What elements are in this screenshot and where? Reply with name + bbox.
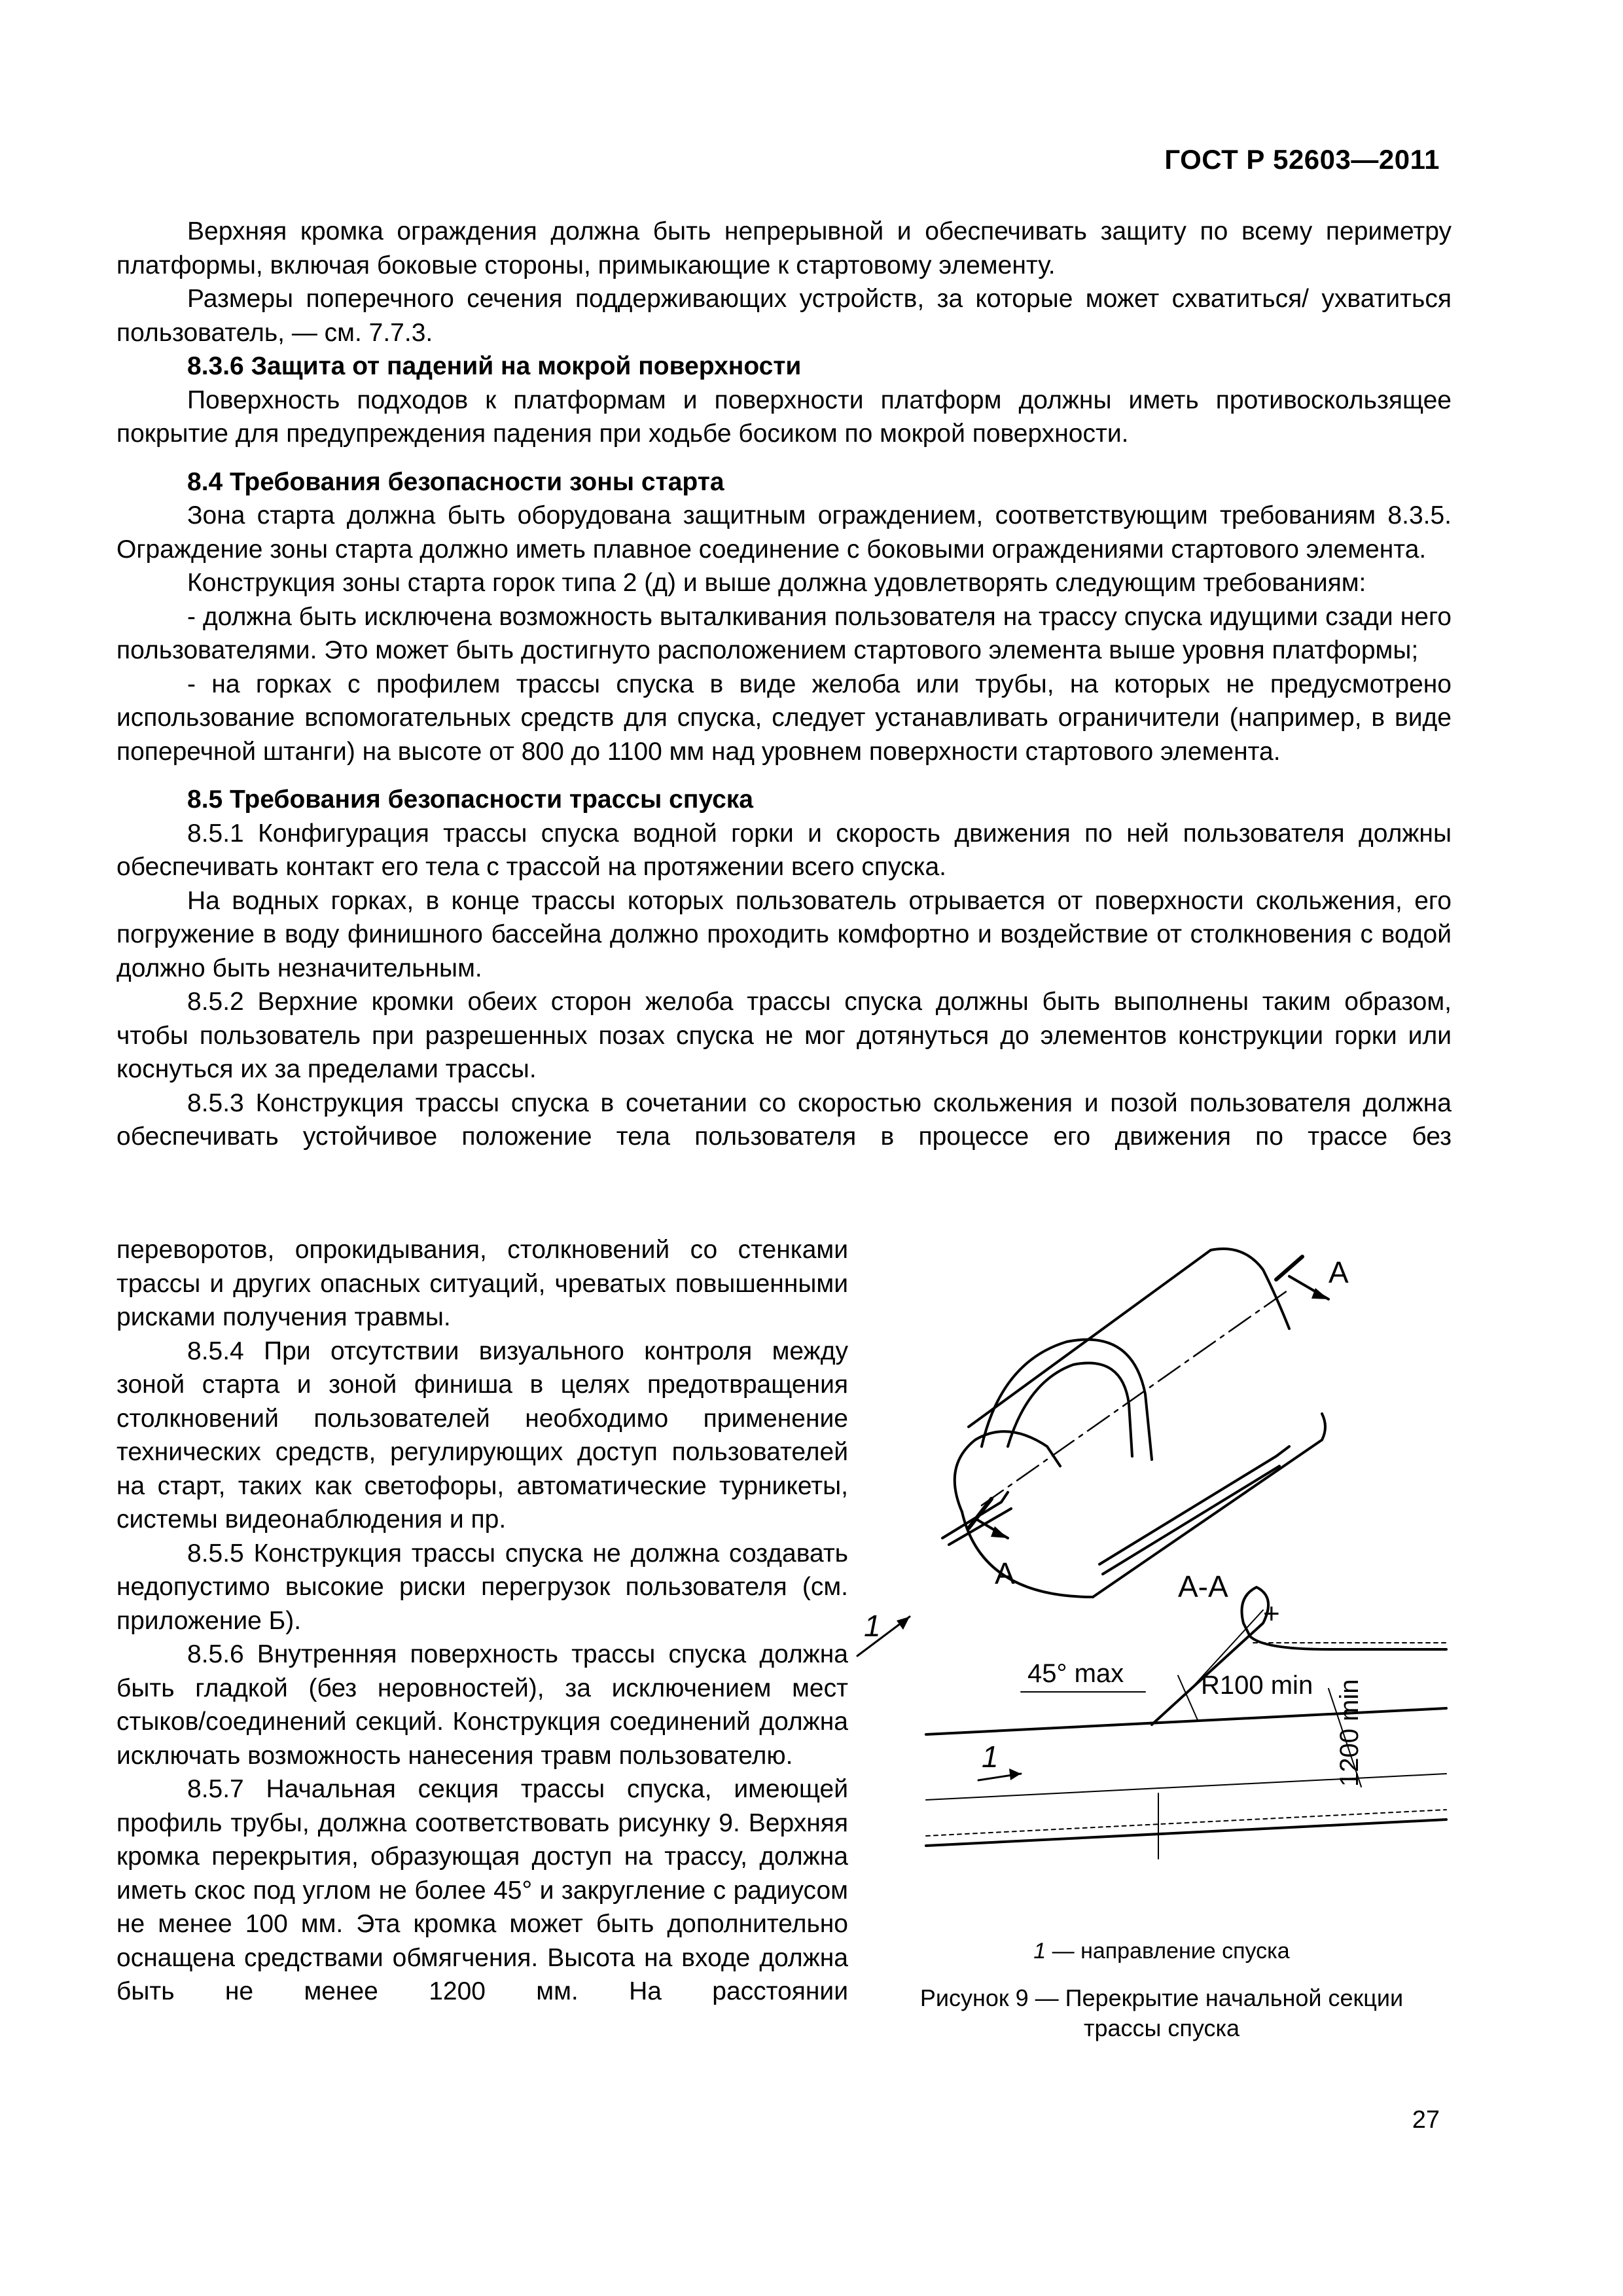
- section-heading-8-5: 8.5 Требования безопасности трассы спуска: [187, 785, 753, 814]
- figure-9-drawing: [864, 1230, 1453, 1937]
- main-text-left-column: [116, 1233, 848, 2009]
- document-header: ГОСТ Р 52603—2011: [1164, 144, 1440, 175]
- section-heading-8-4: 8.4 Требования безопасности зоны старта: [187, 467, 724, 496]
- label-height: 1200 min: [1335, 1679, 1364, 1787]
- direction-arrowhead-left: [897, 1617, 910, 1630]
- figure-caption-line-1: Рисунок 9 — Перекрытие начальной секции: [919, 1984, 1404, 2011]
- label-section-a-bottom: А: [995, 1556, 1015, 1590]
- paragraph: 8.5.7 Начальная секция трассы спуска, имеющей профиль трубы, должна соответствовать рисунку 9. Верхняя кромка перекрытия, образующая доступ на трассу, должна иметь скос под углом не более 45° и закругление с радиусом не менее 100 мм. Эта кромка может быть дополнительно оснащена средствами обмягчения. Высота на входе должна быть не менее 1200 мм. На расстоянии: [116, 1775, 848, 2005]
- figure-9: [864, 1230, 1453, 2219]
- legend-text: — направление спуска: [1046, 1939, 1290, 1964]
- figure-legend: [870, 1939, 1453, 1964]
- legend-number: 1: [1033, 1939, 1046, 1964]
- label-direction-1-left: 1: [864, 1609, 881, 1643]
- figure-caption: [870, 1983, 1453, 2043]
- paragraph: 8.5.2 Верхние кромки обеих сторон желоба трассы спуска должны быть выполнены таким образом, чтобы пользователь при разрешенных позах спуска не мог дотянуться до элементов конструкции горки или коснуться их за пределами трассы.: [116, 988, 1452, 1083]
- overlap-plane-top: [926, 1708, 1446, 1734]
- list-item: - на горках с профилем трассы спуска в виде желоба или трубы, на которых не предусмотрено использование вспомогательных средств для спуска, следует устанавливать ограничители (например, в виде поперечной штанги) на высоте от 800 до 1100 мм над уровнем поверхности стартового элемента.: [116, 670, 1452, 766]
- paragraph: Конструкция зоны старта горок типа 2 (д) и выше должна удовлетворять следующим требованиям:: [187, 569, 1366, 597]
- flange-right: [1099, 1446, 1289, 1564]
- label-direction-1-inner: 1: [982, 1740, 999, 1774]
- paragraph: На водных горках, в конце трассы которых пользователь отрывается от поверхности скольжения, его погружение в воду финишного бассейна должно проходить комфортно и воздействие от столкновения с водой должно быть незначительным.: [116, 886, 1452, 982]
- section-mark-bottom: [969, 1499, 991, 1528]
- paragraph: 8.5.5 Конструкция трассы спуска не должна создавать недопустимо высокие риски перегрузок пользователя (см. приложение Б).: [116, 1539, 848, 1635]
- paragraph: 8.5.6 Внутренняя поверхность трассы спуска должна быть гладкой (без неровностей), за исключением мест стыков/соединений секций. Конструкция соединений должна исключать возможность нанесения травм пользователю.: [116, 1640, 848, 1770]
- direction-arrowhead-inner: [1009, 1768, 1021, 1780]
- label-angle: 45° max: [1027, 1659, 1124, 1688]
- flange-right-lower: [1103, 1466, 1279, 1574]
- label-plus: +: [1263, 1598, 1280, 1630]
- paragraph: Верхняя кромка ограждения должна быть непрерывной и обеспечивать защиту по всему периметру платформы, включая боковые стороны, примыкающие к стартовому элементу.: [116, 217, 1452, 279]
- overlap-edge-profile: [1152, 1587, 1446, 1725]
- label-section-aa: А-А: [1178, 1570, 1228, 1604]
- overlap-arch-inner: [1008, 1363, 1132, 1457]
- page-number: 27: [1412, 2106, 1440, 2134]
- paragraph: 8.5.3 Конструкция трассы спуска в сочетании со скоростью скольжения и позой пользователя должна обеспечивать устойчивое положение тела пользователя в процессе его движения по трассе без: [116, 1088, 1452, 1151]
- paragraph: 8.5.4 При отсутствии визуального контроля между зоной старта и зоной финиша в целях предотвращения столкновений пользователей необходимо применение технических средств, регулирующих доступ пользователей на старт, таких как светофоры, автоматические турникеты, системы видеонаблюдения и пр.: [116, 1336, 848, 1534]
- list-item: - должна быть исключена возможность выталкивания пользователя на трассу спуска идущими сзади него пользователями. Это может быть достигнуто расположением стартового элемента выше уровня платформы;: [116, 602, 1452, 664]
- label-radius: R100 min: [1201, 1671, 1313, 1700]
- figure-caption-line-2: трассы спуска: [1083, 2015, 1240, 2041]
- section-heading-8-3-6: 8.3.6 Защита от падений на мокрой поверхности: [187, 352, 802, 380]
- section-line: [982, 1289, 1289, 1505]
- label-section-a-top: А: [1329, 1255, 1349, 1289]
- paragraph: 8.5.1 Конфигурация трассы спуска водной горки и скорость движения по ней пользователя должны обеспечивать контакт его тела с трассой на протяжении всего спуска.: [116, 819, 1452, 881]
- paragraph: Размеры поперечного сечения поддерживающих устройств, за которые может схватиться/ ухватиться пользователь, — см. 7.7.3.: [116, 285, 1452, 347]
- paragraph: Поверхность подходов к платформам и поверхности платформ должны иметь противоскользящее покрытие для предупреждения падения при ходьбе босиком по мокрой поверхности.: [116, 386, 1452, 448]
- paragraph: Зона старта должна быть оборудована защитным ограждением, соответствующим требованиям 8.3.5. Ограждение зоны старта должно иметь плавное соединение с боковыми ограждениями стартового элемента.: [116, 501, 1452, 564]
- main-text-full-width: [116, 215, 1452, 1154]
- centerline: [926, 1774, 1446, 1800]
- paragraph: переворотов, опрокидывания, столкновений со стенками трассы и других опасных ситуаций, чреватых повышенными рисками получения травмы.: [116, 1236, 848, 1331]
